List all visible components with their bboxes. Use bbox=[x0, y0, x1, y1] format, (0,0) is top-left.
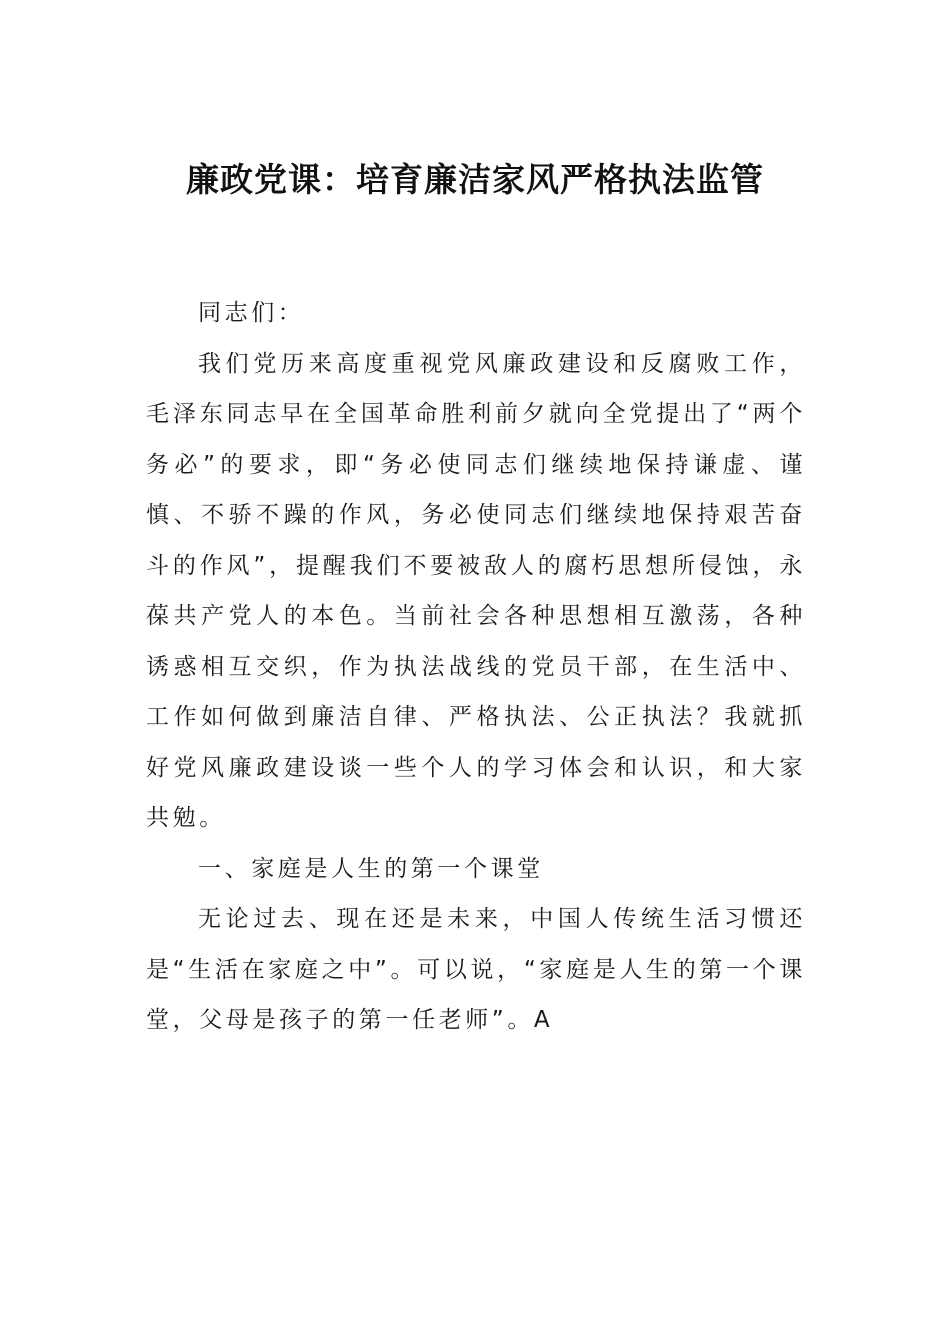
salutation-paragraph: 同志们： bbox=[198, 300, 305, 326]
section-paragraph: 无论过去、现在还是未来，中国人传统生活习惯还是“生活在家庭之中”。可以说，“家庭是人生的第一个课堂，父母是孩子的第一任老师”。A bbox=[146, 906, 806, 1033]
intro-paragraph: 我们党历来高度重视党风廉政建设和反腐败工作，毛泽东同志早在全国革命胜利前夕就向全党提出了“两个务必”的要求，即“务必使同志们继续地保持谦虚、谨慎、不骄不躁的作风，务必使同志们继续地保持艰苦奋斗的作风”，提醒我们不要被敌人的腐朽思想所侵蚀，永葆共产党人的本色。当前社会各种思想相互激荡，各种诱惑相互交织，作为执法战线的党员干部，在生活中、工作如何做到廉洁自律、严格执法、公正执法？我就抓好党风廉政建设谈一些个人的学习体会和认识，和大家共勉。 bbox=[146, 350, 806, 831]
document-body bbox=[146, 288, 806, 1046]
document-title: 廉政党课：培育廉洁家风严格执法监管 bbox=[186, 160, 764, 199]
section-heading: 一、家庭是人生的第一个课堂 bbox=[198, 855, 544, 882]
